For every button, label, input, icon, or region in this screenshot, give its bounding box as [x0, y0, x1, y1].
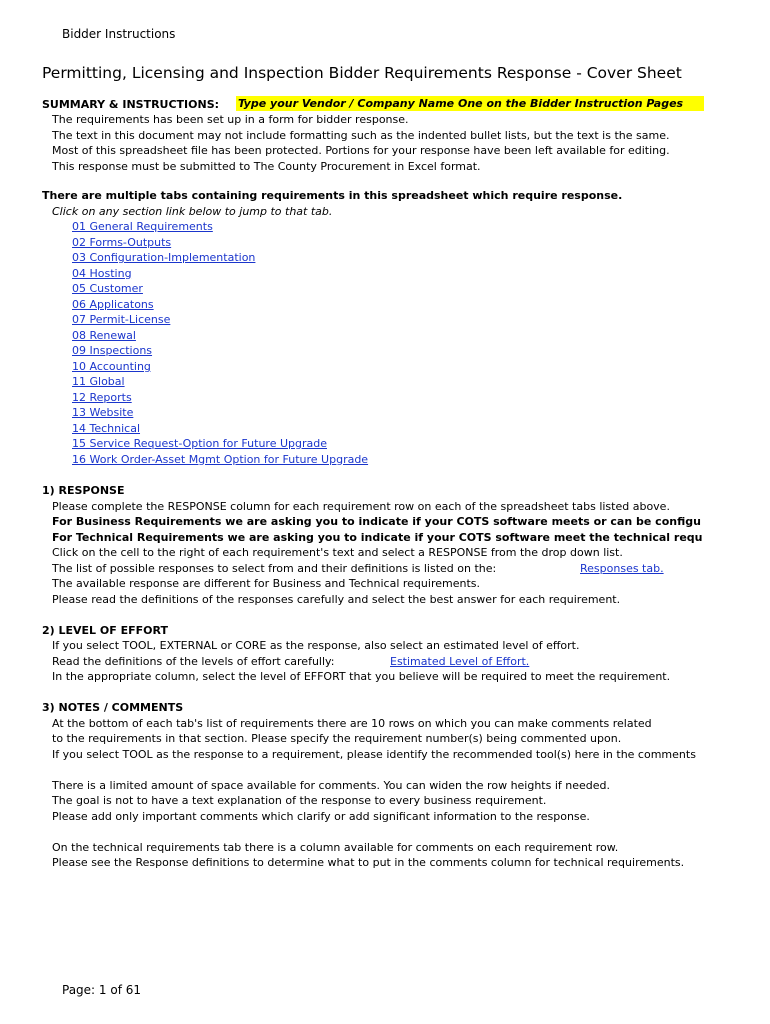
tabs-instruction: Click on any section link below to jump to that tab. [52, 205, 333, 218]
response-line-4: Click on the cell to the right of each requirement's text and select a RESPONSE from the drop down list. [52, 546, 623, 559]
effort-line-1: If you select TOOL, EXTERNAL or CORE as the response, also select an estimated level of effort. [52, 639, 580, 652]
summary-line-1: The requirements has been set up in a form for bidder response. [52, 113, 409, 126]
summary-label: SUMMARY & INSTRUCTIONS: [42, 98, 220, 111]
link-06-applicatons[interactable]: 06 Applicatons [72, 297, 154, 311]
notes-line-7: On the technical requirements tab there is a column available for comments on each requirement row. [52, 841, 619, 854]
notes-line-3: If you select TOOL as the response to a requirement, please identify the recommended tool(s) here in the comments [52, 748, 696, 761]
link-15-service-request[interactable]: 15 Service Request-Option for Future Upgrade [72, 437, 327, 450]
notes-line-4: There is a limited amount of space available for comments. You can widen the row heights if needed. [52, 779, 611, 792]
link-08-renewal[interactable]: 08 Renewal [72, 328, 136, 342]
response-line-2: For Business Requirements we are asking you to indicate if your COTS software meets or can be configu [52, 515, 701, 528]
response-line-6: The available response are different for Business and Technical requirements. [52, 577, 480, 590]
effort-heading: 2) LEVEL OF EFFORT [42, 624, 168, 637]
link-04-hosting[interactable]: 04 Hosting [72, 266, 132, 280]
link-13-website[interactable]: 13 Website [72, 406, 134, 419]
summary-line-2: The text in this document may not include formatting such as the indented bullet lists, but the text is the same. [52, 129, 670, 142]
link-09-inspections[interactable]: 09 Inspections [72, 344, 153, 357]
response-line-1: Please complete the RESPONSE column for each requirement row on each of the spreadsheet tabs listed above. [52, 500, 670, 513]
notes-line-5: The goal is not to have a text explanation of the response to every business requirement. [52, 794, 547, 807]
response-heading: 1) RESPONSE [42, 484, 125, 497]
link-03-configuration-implementation[interactable]: 03 Configuration-Implementation [72, 251, 256, 264]
estimated-level-of-effort-link[interactable]: Estimated Level of Effort. [390, 655, 530, 668]
notes-line-1: At the bottom of each tab's list of requirements there are 10 rows on which you can make comments related [52, 717, 652, 730]
link-10-accounting[interactable]: 10 Accounting [72, 359, 151, 373]
link-01-general-requirements[interactable]: 01 General Requirements [72, 220, 213, 233]
response-line-5: The list of possible responses to select from and their definitions is listed on the: [52, 562, 497, 575]
responses-tab-link[interactable]: Responses tab. [580, 562, 664, 575]
effort-line-3: In the appropriate column, select the level of EFFORT that you believe will be required to meet the requirement. [52, 670, 671, 683]
page-title: Permitting, Licensing and Inspection Bidder Requirements Response - Cover Sheet [42, 64, 682, 82]
summary-line-3: Most of this spreadsheet file has been protected. Portions for your response have been left available for editing. [52, 144, 670, 157]
effort-line-2: Read the definitions of the levels of effort carefully: [52, 655, 335, 668]
link-05-customer[interactable]: 05 Customer [72, 282, 143, 295]
notes-heading: 3) NOTES / COMMENTS [42, 701, 184, 714]
summary-line-4: This response must be submitted to The County Procurement in Excel format. [52, 160, 481, 173]
notes-line-2: to the requirements in that section. Please specify the requirement number(s) being commented upon. [52, 732, 622, 745]
link-07-permit-license[interactable]: 07 Permit-License [72, 313, 171, 326]
page-number: Page: 1 of 61 [62, 983, 142, 997]
link-11-global[interactable]: 11 Global [72, 375, 125, 388]
link-02-forms-outputs[interactable]: 02 Forms-Outputs [72, 235, 172, 249]
vendor-name-field[interactable]: Type your Vendor / Company Name One on the Bidder Instruction Pages [236, 96, 704, 111]
link-14-technical[interactable]: 14 Technical [72, 421, 141, 435]
response-line-7: Please read the definitions of the responses carefully and select the best answer for each requirement. [52, 593, 621, 606]
notes-line-8: Please see the Response definitions to determine what to put in the comments column for technical requirements. [52, 856, 685, 869]
tabs-heading: There are multiple tabs containing requirements in this spreadsheet which require response. [42, 189, 623, 202]
notes-line-6: Please add only important comments which clarify or add significant information to the response. [52, 810, 590, 823]
page-header: Bidder Instructions [62, 27, 176, 41]
section-link-list [72, 219, 368, 467]
link-12-reports[interactable]: 12 Reports [72, 390, 132, 404]
response-line-3: For Technical Requirements we are asking you to indicate if your COTS software meet the technical requ [52, 531, 703, 544]
link-16-work-order-asset[interactable]: 16 Work Order-Asset Mgmt Option for Future Upgrade [72, 452, 369, 466]
